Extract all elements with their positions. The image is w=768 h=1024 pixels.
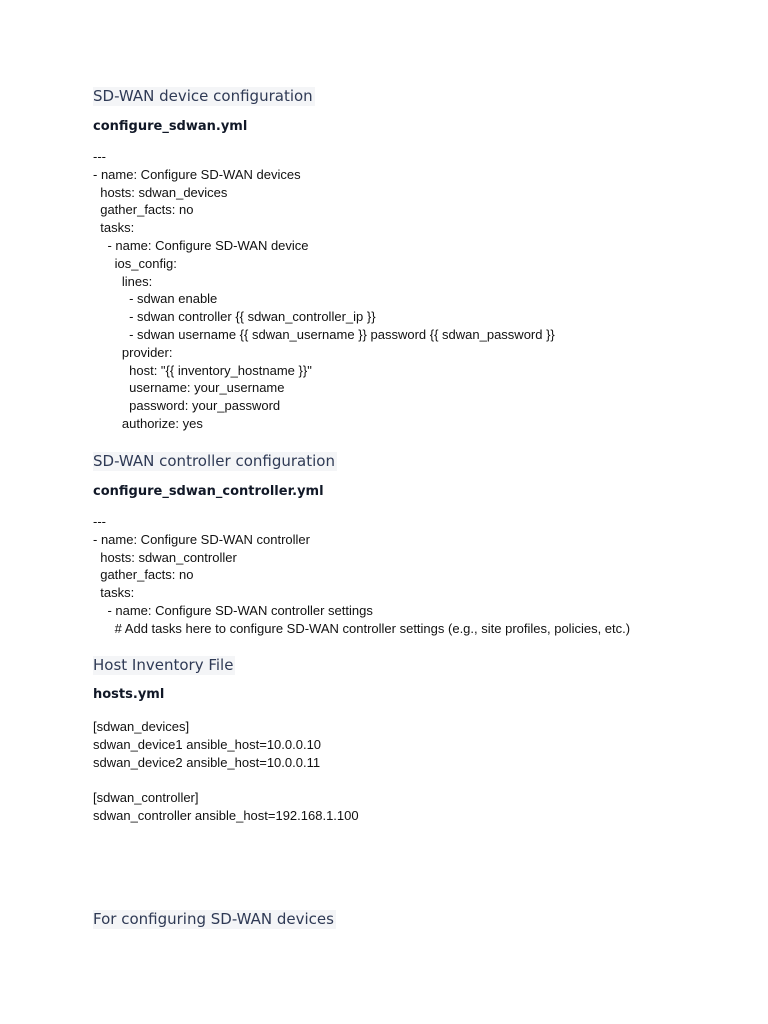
code-block-configure-sdwan-controller: --- - name: Configure SD-WAN controller hosts: sdwan_controller gather_facts: no tasks: - name: Configure SD-WAN controller settings # Add tasks here to configure SD-WAN controller settings (e.g., site profiles, policies, etc.): [93, 514, 631, 636]
filename-configure-sdwan: configure_sdwan.yml: [93, 119, 248, 134]
code-block-hosts: [sdwan_devices] sdwan_device1 ansible_host=10.0.0.10 sdwan_device2 ansible_host=10.0.0.11 [sdwan_controller] sdwan_controller ansible_host=192.168.1.100: [93, 719, 359, 823]
code-block-configure-sdwan: --- - name: Configure SD-WAN devices hosts: sdwan_devices gather_facts: no tasks: - name: Configure SD-WAN device ios_config: lines: - sdwan enable - sdwan controller {{ sdwan_controller_ip }} - sdwan username {{ sdwan_username }} password {{ sdwan_password }} provider: host: "{{ inventory_hostname }}" username: your_username password: your_password authorize: yes: [93, 149, 555, 431]
section-heading-host-inventory: Host Inventory File: [93, 656, 234, 674]
section-heading-footer: For configuring SD-WAN devices: [93, 910, 334, 928]
filename-hosts: hosts.yml: [93, 687, 165, 702]
filename-configure-sdwan-controller: configure_sdwan_controller.yml: [93, 484, 324, 499]
section-heading-controller-config: SD-WAN controller configuration: [93, 452, 335, 470]
section-heading-device-config: SD-WAN device configuration: [93, 87, 313, 105]
